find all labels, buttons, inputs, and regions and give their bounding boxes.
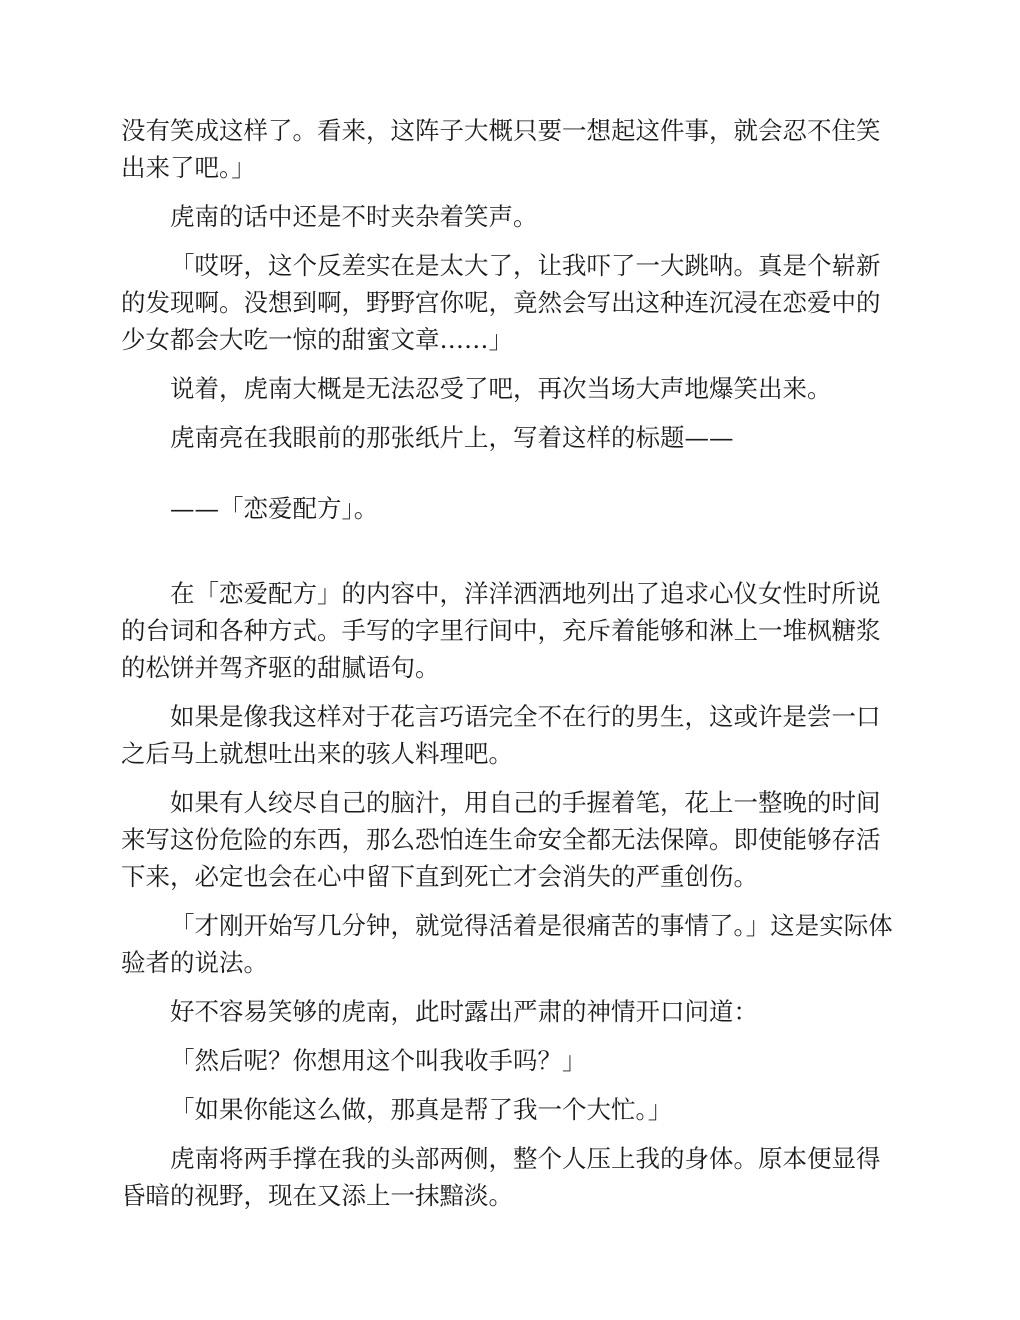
paragraph: 说着，虎南大概是无法忍受了吧，再次当场大声地爆笑出来。 <box>170 374 832 403</box>
paragraph: 「如果你能这么做，那真是帮了我一个大忙。」 <box>170 1095 673 1124</box>
paragraph: 「然后呢？你想用这个叫我收手吗？」 <box>170 1046 587 1075</box>
section-title-line: ——「恋爱配方」。 <box>170 494 379 523</box>
paragraph: 虎南的话中还是不时夹杂着笑声。 <box>170 202 538 231</box>
paragraph: 在「恋爱配方」的内容中，洋洋洒洒地列出了追求心仪女性时所说的台词和各种方式。手写的字里行间中，充斥着能够和淋上一堆枫糖浆的松饼并驾齐驱的甜腻语句。 <box>121 579 881 682</box>
paragraph: 虎南亮在我眼前的那张纸片上，写着这样的标题—— <box>170 423 734 452</box>
paragraph: 「哎呀，这个反差实在是太大了，让我吓了一大跳呐。真是个崭新的发现啊。没想到啊，野野宫你呢，竟然会写出这种连沉浸在恋爱中的少女都会大吃一惊的甜蜜文章……」 <box>121 251 881 354</box>
paragraph: 好不容易笑够的虎南，此时露出严肃的神情开口问道： <box>170 997 758 1026</box>
paragraph: 没有笑成这样了。看来，这阵子大概只要一想起这件事，就会忍不住笑出来了吧。」 <box>121 116 881 182</box>
paragraph: 「才刚开始写几分钟，就觉得活着是很痛苦的事情了。」这是实际体验者的说法。 <box>121 911 893 977</box>
body-text <box>121 112 899 1226</box>
paragraph: 虎南将两手撑在我的头部两侧，整个人压上我的身体。原本便显得昏暗的视野，现在又添上一抹黯淡。 <box>121 1144 881 1210</box>
paragraph: 如果是像我这样对于花言巧语完全不在行的男生，这或许是尝一口之后马上就想吐出来的骇人料理吧。 <box>121 702 881 768</box>
paragraph: 如果有人绞尽自己的脑汁，用自己的手握着笔，花上一整晚的时间来写这份危险的东西，那么恐怕连生命安全都无法保障。即使能够存活下来，必定也会在心中留下直到死亡才会消失的严重创伤。 <box>121 788 881 891</box>
